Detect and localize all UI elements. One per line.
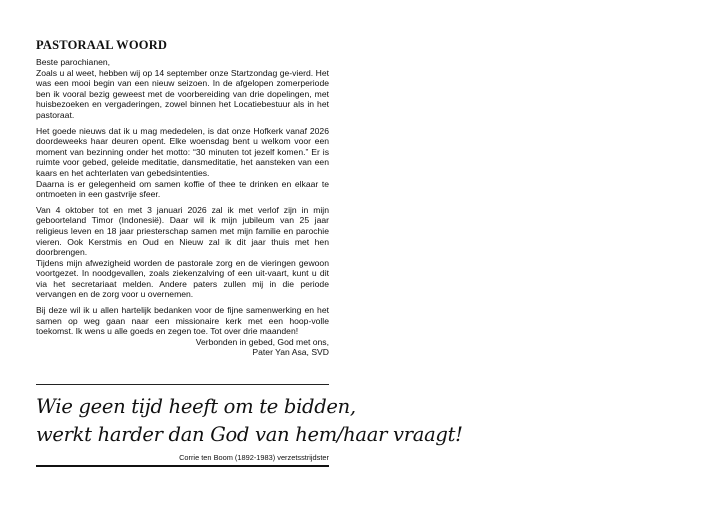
quote-top-divider bbox=[36, 384, 329, 385]
signature-name: Pater Yan Asa, SVD bbox=[252, 347, 329, 358]
paragraph-hofkerk: Het goede nieuws dat ik u mag mededelen, is dat onze Hofkerk vanaf 2026 doordeweeks haar deuren opent. Elke woensdag bent u welkom voor een moment van bezinning onder het motto: “30 minuten tot jezelf komen.” Er is ruimte voor gebed, geleide meditatie, dansmeditatie, het aansteken van een kaars en het achterlaten van gebedsintenties. bbox=[36, 125, 329, 178]
salutation: Beste parochianen, bbox=[36, 57, 111, 67]
paragraph-afwezigheid: Tijdens mijn afwezigheid worden de pastorale zorg en de vieringen gewoon voortgezet. In noodgevallen, zoals ziekenzalving of een uit-vaart, kunt u dit via het secretariaat melden. Andere paters zullen mij in die periode vervangen en de zorg voor u overnemen. bbox=[36, 257, 329, 300]
quote-line-1: Wie geen tijd heeft om te bidden, bbox=[36, 395, 356, 418]
paragraph-koffie: Daarna is er gelegenheid om samen koffie of thee te drinken en elkaar te ontmoeten in een gastvrije sfeer. bbox=[36, 178, 329, 200]
paragraph-verlof: Van 4 oktober tot en met 3 januari 2026 zal ik met verlof zijn in mijn geboorteland Timor (Indonesië). Daar wil ik mijn jubileum van 25 jaar religieus leven en 18 jaar priesterschap samen met mijn familie en parochie vieren. Ook Kerstmis en Oud en Nieuw zal ik dit jaar thuis met hen doorbrengen. bbox=[36, 204, 329, 258]
quote-block bbox=[36, 393, 463, 449]
quote-bottom-divider bbox=[36, 465, 329, 467]
quote-attribution: Corrie ten Boom (1892-1983) verzetsstrijdster bbox=[179, 453, 329, 462]
paragraph-startzondag: Zoals u al weet, hebben wij op 14 september onze Startzondag ge-vierd. Het was een mooi begin van een nieuw seizoen. In de afgelopen zomerperiode ben ik vooral bezig geweest met de voorbereiding van drie dopelingen, met huisbezoeken en vergaderingen, zowel binnen het Locatiebestuur als in het pastoraat. bbox=[36, 67, 329, 120]
article-heading: PASTORAAL WOORD bbox=[36, 38, 168, 52]
paragraph-dank: Bij deze wil ik u allen hartelijk bedanken voor de fijne samenwerking en het samen op weg gaan naar een missionaire kerk met een hoop-volle toekomst. Ik wens u alle goeds en zegen toe. Tot over drie maanden! bbox=[36, 305, 329, 337]
quote-line-2: werkt harder dan God van hem/haar vraagt! bbox=[36, 423, 463, 446]
pastoral-article bbox=[36, 38, 329, 358]
signature-greeting: Verbonden in gebed, God met ons, bbox=[195, 336, 329, 347]
article-body bbox=[36, 57, 329, 337]
